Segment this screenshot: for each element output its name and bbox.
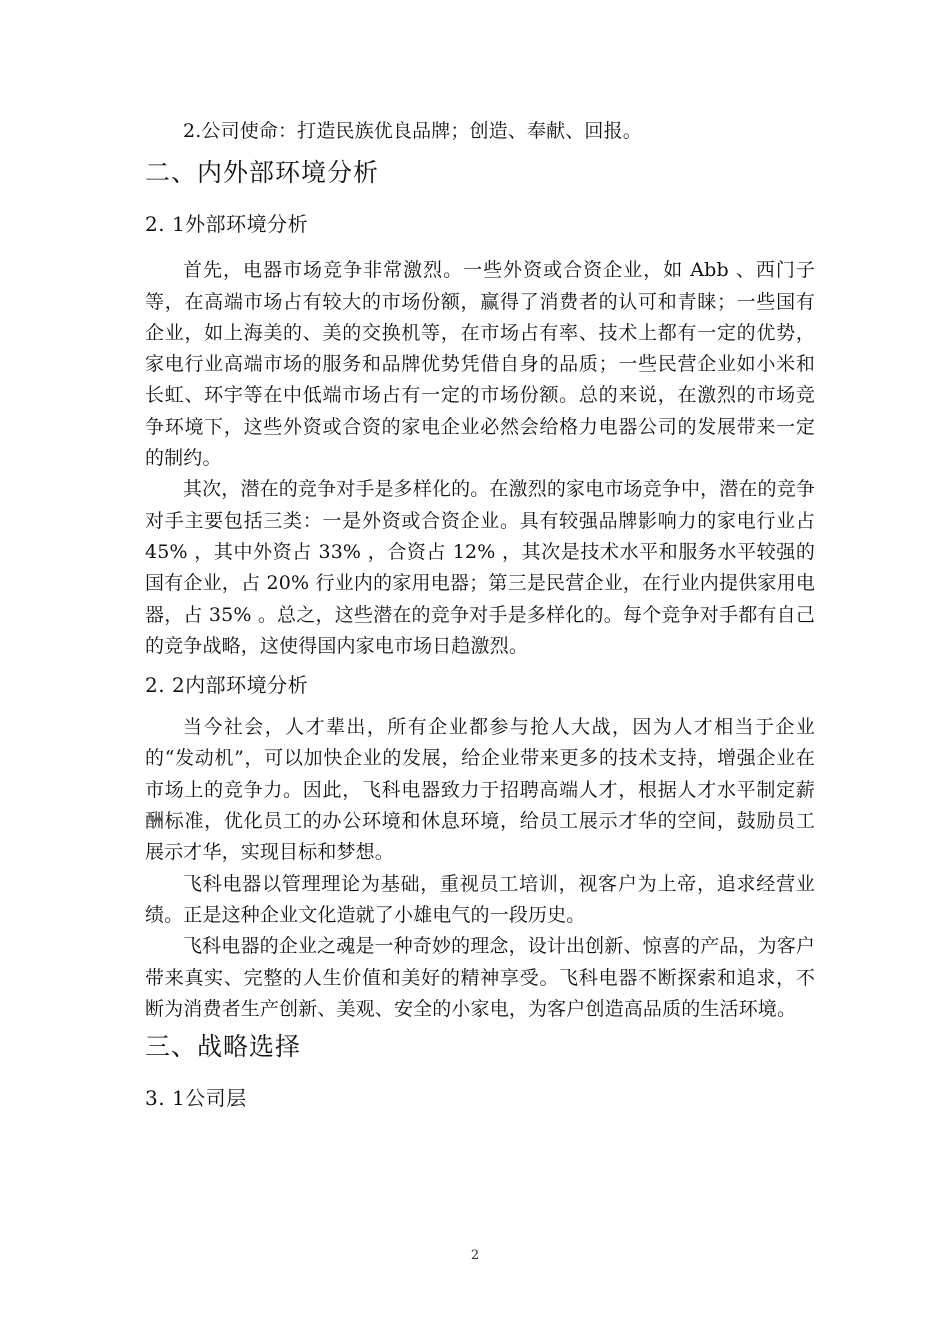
external-analysis-paragraph-1: 首先，电器市场竞争非常激烈。一些外资或合资企业，如 Abb 、西门子等，在高端市场占有较大的市场份额，赢得了消费者的认可和青睐；一些国有企业，如上海美的、美的交换机等，在市场占有率、技术上都有一定的优势，家电行业高端市场的服务和品牌优势凭借自身的品质；一些民营企业如小米和长虹、环宇等在中低端市场占有一定的市场份额。总的来说，在激烈的市场竞争环境下，这些外资或合资的家电企业必然会给格力电器公司的发展带来一定的制约。 xyxy=(145,259,815,470)
page-number: 2 xyxy=(470,1248,480,1263)
subsection-2-2-heading: 2. 2内部环境分析 xyxy=(145,673,309,698)
section-3-heading: 三、战略选择 xyxy=(145,1032,302,1062)
internal-analysis-paragraph-1: 当今社会，人才辈出，所有企业都参与抢人大战，因为人才相当于企业的“发动机”，可以加快企业的发展，给企业带来更多的技术支持，增强企业在市场上的竞争力。因此，飞科电器致力于招聘高端人才，根据人才水平制定薪酬标准，优化员工的办公环境和休息环境，给员工展示才华的空间，鼓励员工展示才华，实现目标和梦想。 xyxy=(145,716,815,864)
section-2-heading: 二、内外部环境分析 xyxy=(145,158,380,188)
internal-analysis-paragraph-2: 飞科电器以管理理论为基础，重视员工培训，视客户为上帝，追求经营业绩。正是这种企业文化造就了小雄电气的一段历史。 xyxy=(145,872,815,926)
internal-analysis-paragraph-3: 飞科电器的企业之魂是一种奇妙的理念，设计出创新、惊喜的产品，为客户带来真实、完整的人生价值和美好的精神享受。飞科电器不断探索和追求，不断为消费者生产创新、美观、安全的小家电，为客户创造高品质的生活环境。 xyxy=(145,935,815,1020)
external-analysis-paragraph-2: 其次，潜在的竞争对手是多样化的。在激烈的家电市场竞争中，潜在的竞争对手主要包括三类：一是外资或合资企业。具有较强品牌影响力的家电行业占 45% ，其中外资占 33% ，合资占 12% ，其次是技术水平和服务水平较强的国有企业，占 20% 行业内的家用电器；第三是民营企业，在行业内提供家用电器，占 35% 。总之，这些潜在的竞争对手是多样化的。每个竞争对手都有自己的竞争战略，这使得国内家电市场日趋激烈。 xyxy=(145,478,815,657)
company-mission-paragraph: 2.公司使命：打造民族优良品牌；创造、奉献、回报。 xyxy=(183,120,642,142)
subsection-2-1-heading: 2. 1外部环境分析 xyxy=(145,212,309,237)
page-content xyxy=(145,116,815,1129)
subsection-3-1-heading: 3. 1公司层 xyxy=(145,1086,247,1111)
